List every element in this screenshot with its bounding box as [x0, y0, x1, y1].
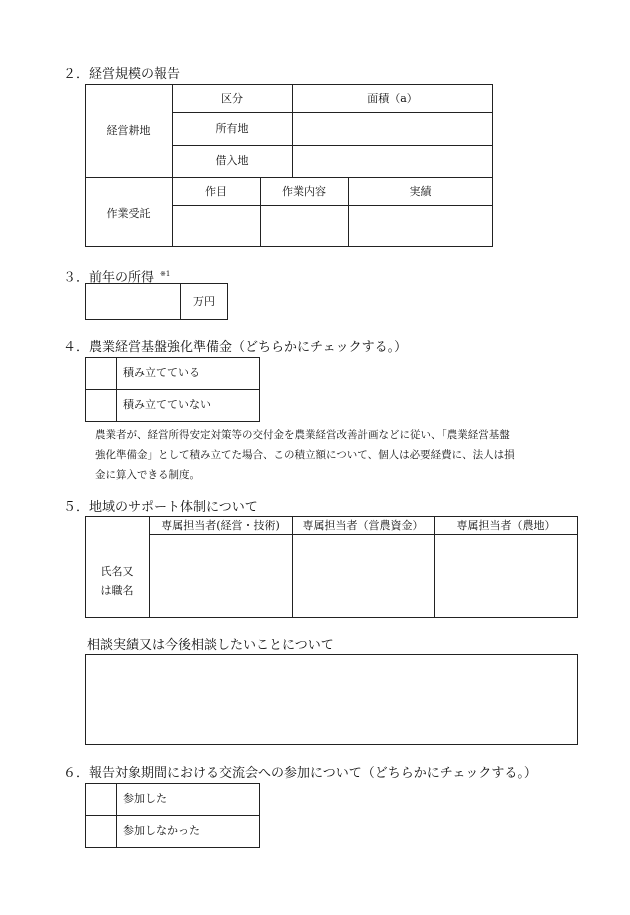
section4-heading: ４．農業経営基盤強化準備金（どちらかにチェックする。） [63, 340, 408, 355]
reserve-no-label: 積み立てていない [123, 398, 211, 411]
reserve-yes-checkbox[interactable] [86, 358, 115, 388]
leased-land-label: 借入地 [215, 154, 249, 167]
category-header: 区分 [221, 92, 243, 105]
attended-checkbox[interactable] [86, 784, 115, 814]
note-line: 強化準備金」として積み立てた場合、この積立額について、個人は必要経費に、法人は損 [95, 449, 515, 461]
reserve-no-checkbox[interactable] [86, 390, 115, 421]
work-content-field[interactable] [261, 206, 347, 246]
attended-label: 参加した [123, 792, 167, 805]
not-attended-checkbox[interactable] [86, 816, 115, 847]
mgmt-staff-field[interactable] [150, 535, 291, 617]
reserve-yes-label: 積み立てている [123, 366, 200, 379]
section5-heading: ５．地域のサポート体制について [63, 500, 258, 515]
land-staff-header: 専属担当者（農地） [456, 519, 556, 532]
consult-textbox[interactable] [85, 654, 578, 745]
leased-area-field[interactable] [293, 146, 492, 176]
crop-header: 作目 [205, 185, 227, 198]
note-line: 金に算入できる制度。 [95, 469, 200, 481]
footnote-mark: ※1 [160, 270, 171, 278]
farmland-label: 経営耕地 [106, 124, 151, 137]
reserve-note [95, 425, 585, 485]
note-line: 農業者が、経営所得安定対策等の交付金を農業経営改善計画などに従い、「農業経営基盤 [95, 429, 510, 441]
work-content-header: 作業内容 [282, 185, 326, 198]
unit-label: 万円 [193, 295, 215, 308]
fund-staff-field[interactable] [293, 535, 433, 617]
section2-heading: ２．経営規模の報告 [63, 67, 181, 82]
result-field[interactable] [349, 206, 492, 246]
income-field[interactable] [86, 284, 179, 319]
crop-field[interactable] [173, 206, 259, 246]
mgmt-staff-header: 専属担当者(経営・技術) [161, 519, 280, 532]
name-or-title-label [85, 562, 149, 600]
label-line: は職名 [100, 584, 134, 597]
consult-heading: 相談実績又は今後相談したいことについて [87, 638, 334, 653]
result-header: 実績 [409, 185, 432, 198]
consign-label: 作業受託 [106, 207, 151, 220]
label-line: 氏名又 [100, 565, 134, 578]
section6-heading: ６．報告対象期間における交流会への参加について（どちらかにチェックする。） [63, 766, 537, 781]
section3-heading-text: ３．前年の所得 [63, 270, 155, 286]
table-divider [85, 177, 493, 178]
area-header: 面積（a） [367, 92, 418, 105]
owned-land-label: 所有地 [215, 122, 249, 135]
not-attended-label: 参加しなかった [123, 824, 200, 837]
owned-area-field[interactable] [293, 113, 492, 144]
land-staff-field[interactable] [435, 535, 577, 617]
fund-staff-header: 専属担当者（営農資金） [302, 519, 424, 532]
